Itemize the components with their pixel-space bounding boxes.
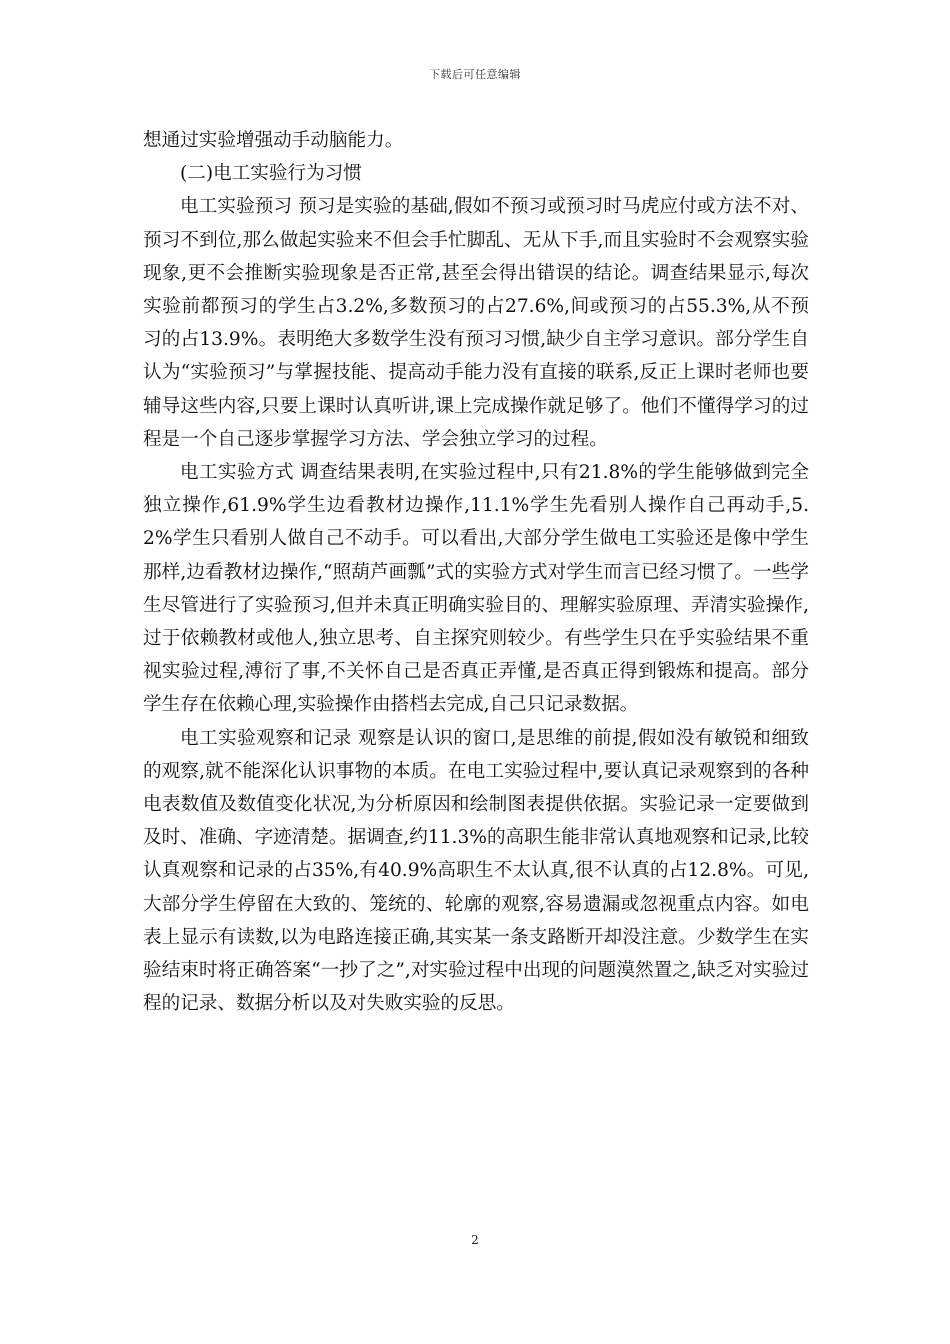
page-header: 下载后可任意编辑	[429, 68, 521, 81]
paragraph-method: 电工实验方式 调查结果表明,在实验过程中,只有21.8%的学生能够做到完全独立操作,61.9%学生边看教材边操作,11.1%学生先看别人操作自己再动手,5.2%学生只看别人做自己不动手。可以看出,大部分学生做电工实验还是像中学生那样,边看教材边操作,“照葫芦画瓢”式的实验方式对学生而言已经习惯了。一些学生尽管进行了实验预习,但并未真正明确实验目的、理解实验原理、弄清实验操作,过于依赖教材或他人,独立思考、自主探究则较少。有些学生只在乎实验结果不重视实验过程,溥衍了事,不关怀自己是否真正弄懂,是否真正得到锻炼和提高。部分学生存在依赖心理,实验操作由搭档去完成,自己只记录数据。	[143, 462, 809, 716]
paragraph-observation: 电工实验观察和记录 观察是认识的窗口,是思维的前提,假如没有敏锐和细致的观察,就不能深化认识事物的本质。在电工实验过程中,要认真记录观察到的各种电表数值及数值变化状况,为分析原因和绘制图表提供依据。实验记录一定要做到及时、准确、字迹清楚。据调查,约11.3%的高职生能非常认真地观察和记录,比较认真观察和记录的占35%,有40.9%高职生不太认真,很不认真的占12.8%。可见,大部分学生停留在大致的、笼统的、轮廓的观察,容易遗漏或忽视重点内容。如电表上显示有读数,以为电路连接正确,其实某一条支路断开却没注意。少数学生在实验结束时将正确答案“一抄了之”,对实验过程中出现的问题漠然置之,缺乏对实验过程的记录、数据分析以及对失败实验的反思。	[143, 727, 809, 1015]
page-number: 2	[471, 1233, 479, 1247]
document-body	[143, 124, 809, 1020]
section-heading: (二)电工实验行为习惯	[180, 163, 362, 185]
paragraph-preview: 电工实验预习 预习是实验的基础,假如不预习或预习时马虎应付或方法不对、预习不到位,那么做起实验来不但会手忙脚乱、无从下手,而且实验时不会观察实验现象,更不会推断实验现象是否正常,甚至会得出错误的结论。调查结果显示,每次实验前都预习的学生占3.2%,多数预习的占27.6%,间或预习的占55.3%,从不预习的占13.9%。表明绝大多数学生没有预习习惯,缺少自主学习意识。部分学生自认为“实验预习”与掌握技能、提高动手能力没有直接的联系,反正上课时老师也要辅导这些内容,只要上课时认真听讲,课上完成操作就足够了。他们不懂得学习的过程是一个自己逐步掌握学习方法、学会独立学习的过程。	[143, 196, 809, 450]
paragraph-continuation: 想通过实验增强动手动脑能力。	[143, 130, 404, 151]
